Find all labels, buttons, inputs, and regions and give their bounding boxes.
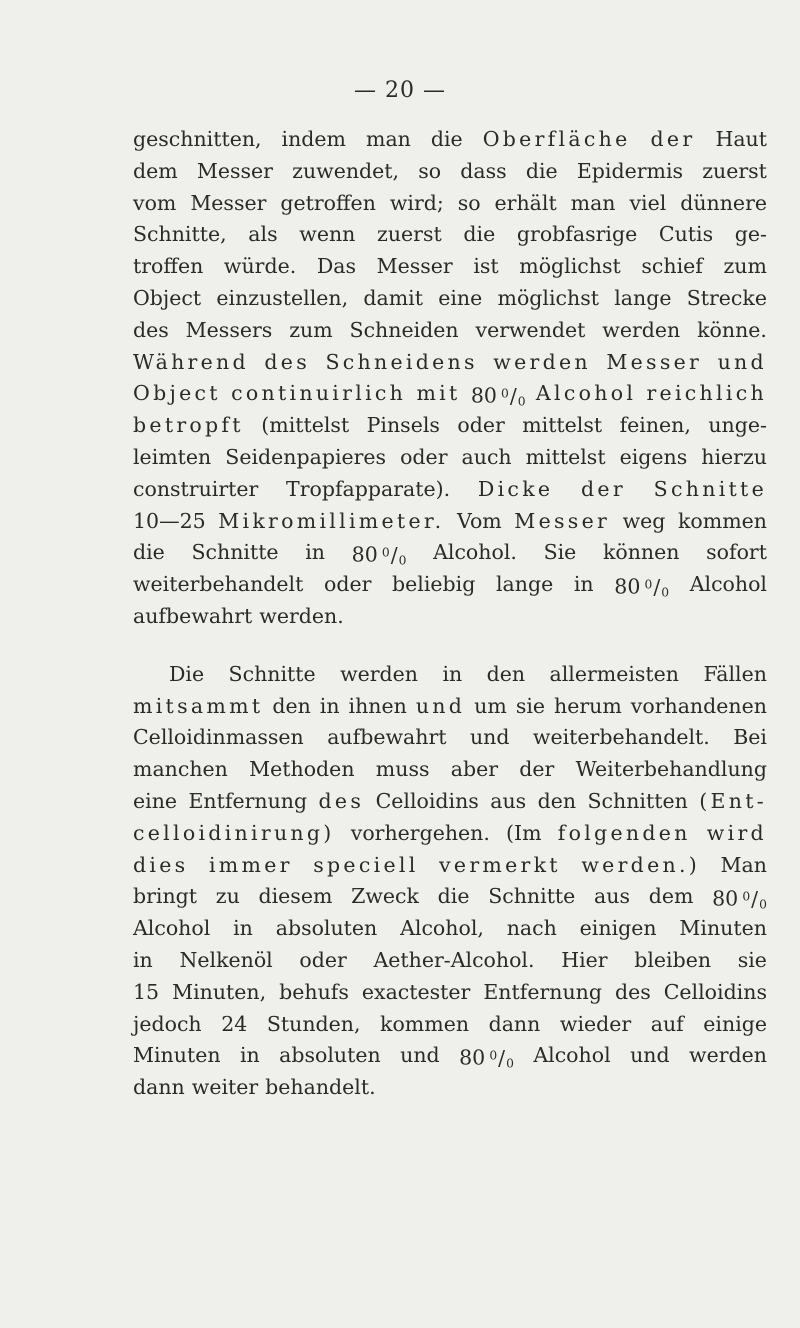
word: erhält <box>494 190 557 215</box>
word: manchen <box>133 757 228 782</box>
text-line <box>133 410 767 442</box>
word: Messer <box>190 190 267 215</box>
word: Vom <box>457 508 502 533</box>
word: eine <box>133 788 178 813</box>
word: und <box>400 1043 440 1068</box>
word: herum <box>554 693 622 718</box>
word: 80 $^0$/0 <box>470 383 526 409</box>
word: den <box>537 788 577 813</box>
word: zum <box>289 317 333 342</box>
paragraph-gap <box>133 633 767 659</box>
word: Bei <box>733 725 767 750</box>
word: und <box>630 1043 670 1068</box>
text-line <box>133 378 767 410</box>
word: feinen, <box>619 413 691 438</box>
word: wenn <box>299 222 356 247</box>
word: aber <box>450 757 499 782</box>
word: Während <box>133 349 249 374</box>
text-line <box>133 945 767 977</box>
word: werden <box>689 1043 767 1068</box>
text-line <box>133 722 767 754</box>
word: unge- <box>708 413 767 438</box>
word: zu <box>215 884 240 909</box>
word: können <box>602 540 680 565</box>
word: Minuten, <box>172 979 267 1004</box>
word: Stunden, <box>266 1011 361 1036</box>
word: bleiben <box>634 947 712 972</box>
word: bringt <box>133 884 198 909</box>
word: lange <box>495 572 554 597</box>
word: exactester <box>361 979 471 1004</box>
word: wird <box>706 820 767 845</box>
word: behandelt. <box>265 1075 376 1100</box>
word: behufs <box>279 979 349 1004</box>
word: werden <box>340 661 419 686</box>
word: zuerst <box>377 222 442 247</box>
word: viel <box>629 190 667 215</box>
word: 15 <box>133 979 160 1004</box>
text-line <box>133 977 767 1009</box>
word: in <box>442 661 463 686</box>
text-line <box>133 569 767 601</box>
text-line <box>133 1040 767 1072</box>
word: mittelst <box>522 413 603 438</box>
word: um <box>474 693 507 718</box>
word: Methoden <box>249 757 355 782</box>
text-line <box>133 188 767 220</box>
word: Sie <box>543 540 577 565</box>
word: der <box>519 757 555 782</box>
word: Alcohol <box>689 572 767 597</box>
word: einzustellen, <box>216 285 349 310</box>
text-line <box>133 659 767 691</box>
word: nach <box>506 916 557 941</box>
word: Messer <box>514 508 611 533</box>
word: sie <box>737 947 767 972</box>
word: Entfernung <box>188 788 308 813</box>
word: dann <box>488 1011 541 1036</box>
word: Celloidins <box>663 979 767 1004</box>
word: oder <box>457 413 505 438</box>
text-line <box>133 537 767 569</box>
word: Dicke <box>477 476 554 501</box>
word: in <box>239 1043 260 1068</box>
word: damit <box>363 285 423 310</box>
word: absoluten <box>275 916 378 941</box>
word: Fällen <box>703 661 767 686</box>
word: Celloidinmassen <box>133 725 304 750</box>
word: Messer <box>196 158 273 183</box>
word: ge- <box>734 222 767 247</box>
word: weiter <box>191 1075 259 1100</box>
word: des <box>614 979 651 1004</box>
word: die <box>463 222 496 247</box>
word: ist <box>473 254 499 279</box>
percent-sign: $^0$/0 <box>644 574 670 600</box>
text-line <box>133 442 767 474</box>
word: 80 $^0$/0 <box>351 542 407 568</box>
word: dann <box>133 1075 185 1100</box>
word: folgenden <box>557 820 691 845</box>
percent-sign: $^0$/0 <box>381 542 407 568</box>
text-line <box>133 283 767 315</box>
word: celloidinirung) <box>133 820 335 845</box>
word: wird; <box>389 190 444 215</box>
word: mit <box>416 381 461 406</box>
word: die <box>133 540 165 565</box>
word: Schneiden <box>349 317 459 342</box>
word: 80 $^0$/0 <box>712 886 767 912</box>
word: Messer <box>606 349 703 374</box>
word: vermerkt <box>439 852 561 877</box>
word: könne. <box>697 317 767 342</box>
word: den <box>272 693 311 718</box>
word: vorhergehen. <box>350 820 490 845</box>
word: Alcohol <box>535 381 637 406</box>
word: immer <box>208 852 293 877</box>
word: wieder <box>559 1011 632 1036</box>
word: Alcohol. <box>433 540 517 565</box>
word: Strecke <box>686 285 767 310</box>
word: dem <box>648 884 694 909</box>
word: einigen <box>579 916 657 941</box>
word: aus <box>594 884 630 909</box>
word: diesem <box>258 884 333 909</box>
word: oder <box>299 947 347 972</box>
word: aufbewahrt <box>327 725 447 750</box>
word: sie <box>515 693 546 718</box>
word: Seidenpapieres <box>225 444 387 469</box>
word: Celloidins <box>375 788 479 813</box>
word: Schnitte <box>191 540 279 565</box>
text-line <box>133 506 767 538</box>
word: jedoch <box>133 1011 202 1036</box>
percent-sign: $^0$/0 <box>501 383 526 409</box>
word: werden. <box>259 603 344 628</box>
word: Schneidens <box>325 349 478 374</box>
word: in <box>133 947 153 972</box>
word: würde. <box>223 254 297 279</box>
word: betropft <box>133 413 244 438</box>
word: reichlich <box>646 381 767 406</box>
word: aufbewahrt <box>133 603 253 628</box>
word: werden <box>493 349 591 374</box>
word: Entfernung <box>483 979 602 1004</box>
word: dies <box>133 852 189 877</box>
word: weiterbehandelt <box>133 572 304 597</box>
text-line <box>133 1009 767 1041</box>
word: Schnitte <box>228 661 316 686</box>
word: Tropfapparate). <box>286 476 451 501</box>
text-line <box>133 818 767 850</box>
word: oder <box>400 444 448 469</box>
text-line <box>133 754 767 786</box>
word: und <box>469 725 510 750</box>
word: speciell <box>313 852 419 877</box>
text-line <box>133 913 767 945</box>
text-line <box>133 347 767 379</box>
text-line <box>133 850 767 882</box>
word: absoluten <box>279 1043 381 1068</box>
word: Epidermis <box>576 158 684 183</box>
page-number: — 20 — <box>354 78 446 103</box>
word: troffen <box>133 254 204 279</box>
word: 10—25 <box>133 508 206 533</box>
word: Man <box>720 852 767 877</box>
text-line <box>133 691 767 723</box>
body-text <box>133 124 767 1104</box>
word: kommen <box>677 508 767 533</box>
word: eine <box>438 285 483 310</box>
word: so <box>418 158 442 183</box>
text-line <box>133 881 767 913</box>
word: Aether-Alcohol. <box>373 947 535 972</box>
word: Messer <box>376 254 453 279</box>
word: (Ent- <box>699 788 767 813</box>
word: 80 $^0$/0 <box>614 574 670 600</box>
word: Object <box>133 381 221 406</box>
word: als <box>248 222 278 247</box>
word: Hier <box>561 947 608 972</box>
word: leimten <box>133 444 212 469</box>
word: die <box>525 158 558 183</box>
word: verwendet <box>475 317 586 342</box>
word: vorhandenen <box>630 693 767 718</box>
text-line <box>133 251 767 283</box>
word: eigens <box>619 444 688 469</box>
word: Alcohol, <box>400 916 484 941</box>
word: man <box>570 190 616 215</box>
word: mitsammt <box>133 693 264 718</box>
word: Schnitten <box>587 788 688 813</box>
word: indem <box>281 127 346 151</box>
word: einige <box>703 1011 767 1036</box>
word: Zweck <box>351 884 419 909</box>
word: lange <box>614 285 672 310</box>
word: Alcohol <box>533 1043 611 1068</box>
word: weg <box>622 508 666 533</box>
text-line <box>133 1072 767 1104</box>
word: sofort <box>706 540 767 565</box>
word: dass <box>460 158 507 183</box>
word: allermeisten <box>549 661 680 686</box>
word: schief <box>641 254 703 279</box>
word: in <box>233 916 253 941</box>
word: mittelst <box>525 444 606 469</box>
word: Die <box>169 661 205 686</box>
text-line <box>133 474 767 506</box>
word: muss <box>375 757 430 782</box>
word: in <box>319 693 340 718</box>
word: Minuten <box>679 916 767 941</box>
word: des <box>133 317 169 342</box>
word: auch <box>461 444 512 469</box>
word: oder <box>323 572 372 597</box>
word: zuwendet, <box>292 158 400 183</box>
word: dem <box>133 158 178 183</box>
text-line <box>133 124 767 156</box>
word: der <box>650 127 696 151</box>
word: möglichst <box>497 285 599 310</box>
word: beliebig <box>392 572 476 597</box>
word: grobfasrige <box>516 222 638 247</box>
word: zum <box>723 254 767 279</box>
word: Cutis <box>658 222 714 247</box>
word: construirter <box>133 476 259 501</box>
word: Pinsels <box>366 413 440 438</box>
word: der <box>581 476 626 501</box>
word: aus <box>490 788 527 813</box>
percent-sign: $^0$/0 <box>489 1045 514 1071</box>
word: und <box>415 693 466 718</box>
word: Das <box>316 254 357 279</box>
word: weiterbehandelt. <box>532 725 710 750</box>
word: 80 $^0$/0 <box>459 1045 514 1071</box>
word: die <box>437 884 470 909</box>
word: Schnitte <box>653 476 767 501</box>
word: des <box>264 349 310 374</box>
word: getroffen <box>280 190 376 215</box>
word: die <box>430 127 463 151</box>
word: Schnitte, <box>133 222 227 247</box>
word: werden <box>602 317 681 342</box>
word: in <box>305 540 325 565</box>
word: Nelkenöl <box>179 947 273 972</box>
word: Schnitte <box>488 884 576 909</box>
word: werden.) <box>581 852 701 877</box>
word: man <box>366 127 411 151</box>
word: möglichst <box>519 254 621 279</box>
word: (mittelst <box>261 413 350 438</box>
word: vom <box>133 190 177 215</box>
text-line <box>133 601 767 633</box>
word: continuirlich <box>231 381 407 406</box>
text-line <box>133 156 767 188</box>
word: und <box>717 349 767 374</box>
word: des <box>318 788 365 813</box>
word: hierzu <box>701 444 767 469</box>
word: den <box>486 661 526 686</box>
word: dünnere <box>680 190 767 215</box>
word: Haut <box>715 127 767 151</box>
word: zuerst <box>702 158 767 183</box>
word: geschnitten, <box>133 127 262 151</box>
word: Mikromillimeter. <box>218 508 445 533</box>
word: Messers <box>185 317 273 342</box>
word: kommen <box>380 1011 470 1036</box>
percent-sign: $^0$/0 <box>742 886 767 912</box>
word: in <box>573 572 594 597</box>
word: so <box>457 190 481 215</box>
word: Object <box>133 285 202 310</box>
text-line <box>133 786 767 818</box>
word: auf <box>650 1011 684 1036</box>
word: Oberfläche <box>482 127 631 151</box>
word: Alcohol <box>133 916 211 941</box>
text-line <box>133 315 767 347</box>
word: (Im <box>506 820 542 845</box>
word: Weiterbehandlung <box>575 757 767 782</box>
text-line <box>133 219 767 251</box>
word: ihnen <box>348 693 407 718</box>
word: Minuten <box>133 1043 221 1068</box>
word: 24 <box>221 1011 248 1036</box>
